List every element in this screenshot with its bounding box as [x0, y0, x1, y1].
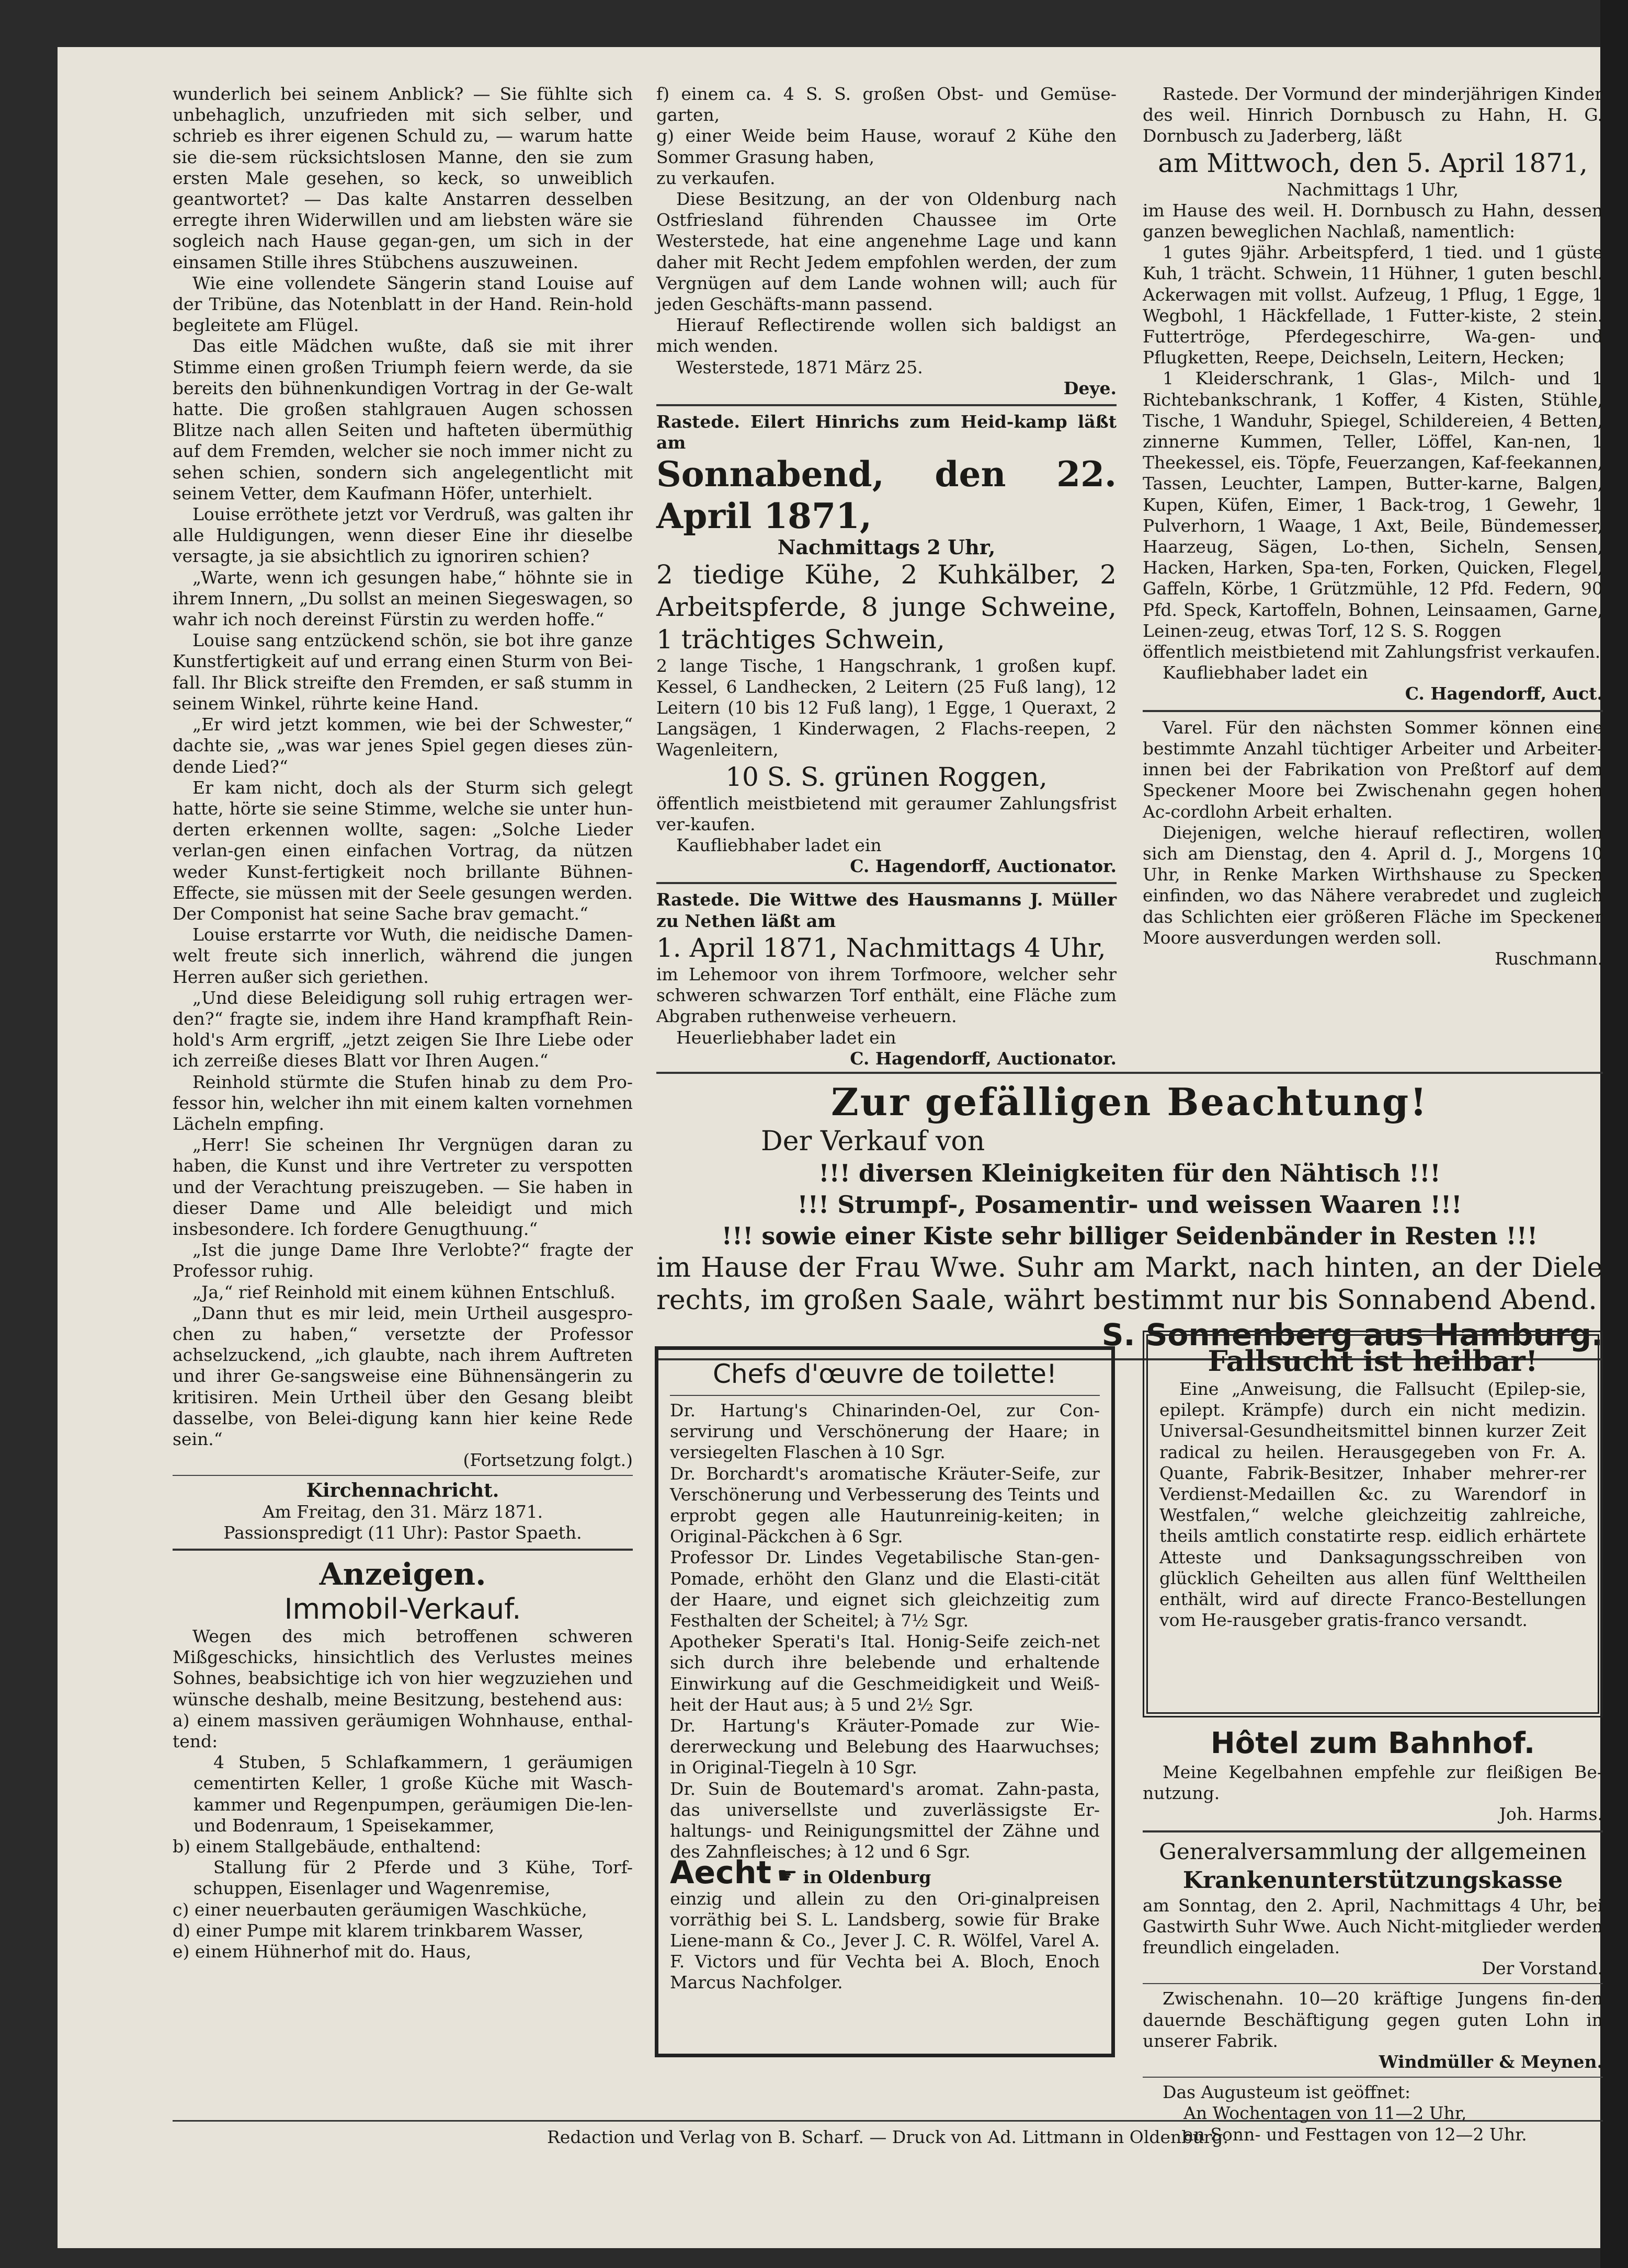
meeting-title: Krankenunterstützungskasse	[1182, 1866, 1563, 1894]
ad-signature: C. Hagendorff, Auctionator.	[850, 856, 1117, 877]
church-news-line: Passionspredigt (11 Uhr): Pastor Spaeth.	[223, 1522, 582, 1543]
divider	[656, 404, 1117, 406]
product-item: Apotheker Sperati's Ital. Honig-Seife zeich-net sich durch ihre belebende und erhaltende Einwirkung auf die Geschmeidigkeit und Weiß-heit der Haut aus; à 5 und 2½ Sgr.	[670, 1631, 1100, 1715]
story-paragraph: „Er wird jetzt kommen, wie bei der Schwester,“ dachte sie, „was war jenes Spiel gegen dieses zün-dende Lied?“	[173, 714, 633, 777]
product-item: Professor Dr. Lindes Vegetabilische Stan-gen-Pomade, erhöht den Glanz und die Elasti-cität der Haare, und eignet sich gleichzeitig zum Festhalten der Scheitel; à 7½ Sgr.	[670, 1547, 1100, 1631]
ad-list-item: a) einem massiven geräumigen Wohnhause, enthal-tend:	[173, 1710, 633, 1752]
ad-list-item: d) einer Pumpe mit klarem trinkbarem Wasser,	[173, 1920, 584, 1941]
vendor-place: in Oldenburg	[803, 1867, 931, 1888]
column-middle	[656, 84, 1117, 1069]
ad-signature: Der Vorstand.	[1482, 1958, 1603, 1979]
ad-text: Heuerliebhaber ladet ein	[676, 1027, 896, 1048]
auction-time: Nachmittags 1 Uhr,	[1287, 179, 1459, 200]
story-paragraph: „Dann thut es mir leid, mein Urtheil ausgespro-chen zu haben,“ versetzte der Professor achselzuckend, „ich glaubte, nach ihrem Auftreten und ihrer Ge-sangsweise eine Bühnensängerin zu kritisiren. Mein Urtheil über den Gesang bleibt dasselbe, von Belei-digung kann hier keine Rede sein.“	[173, 1302, 633, 1449]
imprint-text: Redaction und Verlag von B. Scharf. — Druck von Ad. Littmann in Oldenburg.	[547, 2127, 1229, 2147]
divider	[173, 1549, 633, 1551]
notice-line: an Sonn- und Festtagen von 12—2 Uhr.	[1183, 2124, 1527, 2145]
ad-paragraph: im Hause des weil. H. Dornbusch zu Hahn, dessen ganzen beweglichen Nachlaß, namentlich:	[1143, 200, 1603, 242]
notice-line: Das Augusteum ist geöffnet:	[1163, 2082, 1411, 2103]
ad-paragraph: Rastede. Die Wittwe des Hausmanns J. Müller zu Nethen läßt am	[656, 889, 1117, 931]
divider	[1143, 1830, 1603, 1832]
divider	[670, 1395, 1100, 1396]
vendor-list: einzig und allein zu den Ori-ginalpreisen vorräthig bei S. L. Landsberg, sowie für Brake Liene-mann & Co., Jever J. C. R. Wölfel, Varel A. F. Victors und für Vechta bei A. Bloch, Enoch Marcus Nachfolger.	[670, 1888, 1100, 1993]
ad-signature: Deye.	[1063, 377, 1117, 398]
wide-ad-bold-line: !!! Strumpf-, Posamentir- und weissen Waaren !!!	[797, 1190, 1462, 1219]
toilette-advertisement	[655, 1346, 1115, 2057]
story-paragraph: Louise erröthete jetzt vor Verdruß, was galten ihr alle Huldigungen, wenn dieser Eine ihr dieselbe versagte, ja sie absichtlich zu ignoriren schien?	[173, 504, 633, 567]
notice-line: An Wochentagen von 11—2 Uhr,	[1183, 2103, 1467, 2124]
ad-paragraph: Diejenigen, welche hierauf reflectiren, wollen sich am Dienstag, den 4. April d. J., Morgens 10 Uhr, in Renke Marken Wirthshause zu Specken einfinden, wo das Nähere verabredet und zugleich das Schlichten eier größeren Fläche im Speckener Moore ausverdungen werden soll.	[1143, 822, 1603, 948]
ad-paragraph: Rastede. Der Vormund der minderjährigen Kinder des weil. Hinrich Dornbusch zu Hahn, H. G. Dornbusch zu Jaderberg, läßt	[1143, 84, 1603, 146]
ad-signature: C. Hagendorff, Auctionator.	[850, 1048, 1117, 1069]
product-item: Dr. Hartung's Kräuter-Pomade zur Wie-dererweckung und Belebung des Haarwuchses; in Original-Tiegeln à 10 Sgr.	[670, 1715, 1100, 1778]
ad-title: Immobil-Verkauf.	[284, 1593, 521, 1626]
auction-items: 1 gutes 9jähr. Arbeitspferd, 1 tied. und 1 güste Kuh, 1 trächt. Schwein, 11 Hühner, 1 guten beschl. Ackerwagen mit vollst. Aufzeug, 1 Pflug, 1 Egge, 1 Wegbohl, 1 Häckfellade, 1 Futter-kiste, 2 stein. Futtertröge, Pferdegeschirre, Wa-gen- und Pflugketten, Reepe, Deichseln, Leitern, Hecken;	[1143, 242, 1603, 368]
story-paragraph: Reinhold stürmte die Stufen hinab zu dem Pro-fessor hin, welcher ihn mit einem kalten vornehmen Lächeln empfing.	[173, 1071, 633, 1134]
auction-items: 1 Kleiderschrank, 1 Glas-, Milch- und 1 Richtebankschrank, 1 Koffer, 4 Kisten, Stühle, Tische, 1 Wanduhr, Spiegel, Schildereien, 4 Betten, zinnerne Kummen, Teller, Löffel, Kan-nen, 1 Theekessel, eis. Töpfe, Feuerzangen, Kaf-feekannen, Tassen, Leuchter, Lampen, Butter-karne, Balgen, Kupen, Küfen, Eimer, 1 Back-trog, 1 Gewehr, 1 Pulverhorn, 1 Waage, 1 Axt, Beile, Bündemesser, Haarzeug, Sägen, Lo-then, Sicheln, Sensen, Hacken, Harken, Spa-ten, Forken, Quicken, Flegel, Gaffeln, Körbe, 1 Grützmühle, 12 Pfd. Federn, 90 Pfd. Speck, Kartoffeln, Bohnen, Leinsaamen, Garne, Leinen-zeug, etwas Torf, 12 S. S. Roggen	[1143, 368, 1603, 641]
ad-text: Kaufliebhaber ladet ein	[676, 835, 882, 856]
continuation-note: (Fortsetzung folgt.)	[463, 1450, 633, 1471]
ad-signature: Joh. Harms.	[1499, 1804, 1603, 1825]
ad-list-item: c) einer neuerbauten geräumigen Waschküche,	[173, 1899, 587, 1920]
column-right	[1143, 84, 1603, 969]
story-paragraph: Das eitle Mädchen wußte, daß sie mit ihrer Stimme einen großen Triumph feiern werde, da sie bereits den bühnenkundigen Vortrag in der Ge-walt hatte. Die großen stahlgrauen Augen schossen Blitze nach allen Seiten und hafteten übermüthig auf dem Fremden, welcher sie noch immer nicht zu sehen schien, sondern sich angelegentlicht mit seinem Vetter, dem Kaufmann Höfer, unterhielt.	[173, 336, 633, 503]
auction-items-small: 2 lange Tische, 1 Hangschrank, 1 großen kupf. Kessel, 6 Landhecken, 2 Leitern (25 Fuß lang), 12 Leitern (10 bis 12 Fuß lang), 1 Egge, 1 Queraxt, 2 Langsägen, 1 Kinderwagen, 2 Flachs-reepen, 2 Wagenleitern,	[656, 655, 1117, 760]
story-paragraph: „Ja,“ rief Reinhold mit einem kühnen Entschluß.	[192, 1281, 616, 1302]
divider	[173, 1475, 633, 1476]
auction-date: am Mittwoch, den 5. April 1871,	[1158, 147, 1588, 178]
ad-paragraph: Varel. Für den nächsten Sommer können eine bestimmte Anzahl tüchtiger Arbeiter und Arbeiter-innen bei der Fabrikation von Preßtorf auf dem Speckener Moore bei Zwischenahn gegen hohen Ac-cordlohn Arbeit erhalten.	[1143, 717, 1603, 822]
church-news-line: Am Freitag, den 31. März 1871.	[262, 1501, 543, 1522]
auction-date: 1. April 1871, Nachmittags 4 Uhr,	[656, 932, 1106, 963]
divider	[1143, 2077, 1603, 2078]
auction-items: 2 tiedige Kühe, 2 Kuhkälber, 2 Arbeitspferde, 8 junge Schweine, 1 trächtiges Schwein,	[656, 559, 1117, 655]
church-news-title: Kirchennachricht.	[306, 1480, 499, 1502]
wide-ad-bold-line: !!! sowie einer Kiste sehr billiger Seidenbänder in Resten !!!	[721, 1222, 1538, 1250]
ad-signature: C. Hagendorff, Auct.	[1405, 683, 1603, 704]
ad-text: zu verkaufen.	[656, 167, 776, 188]
ad-paragraph: am Sonntag, den 2. April, Nachmittags 4 Uhr, bei Gastwirth Suhr Wwe. Auch Nicht-mitglieder werden freundlich eingeladen.	[1143, 1895, 1603, 1958]
wide-ad-line: im Hause der Frau Wwe. Suhr am Markt, nach hinten, an der Diele rechts, im großen Saale, währt bestimmt nur bis Sonnabend Abend.	[656, 1252, 1603, 1316]
fallsucht-advertisement	[1143, 1331, 1603, 1717]
divider	[656, 882, 1117, 884]
pointing-hand-icon: ☛	[777, 1862, 798, 1889]
ads-heading: Anzeigen.	[319, 1556, 486, 1593]
ad-list-detail: Stallung für 2 Pferde und 3 Kühe, Torf-schuppen, Eisenlager und Wagenremise,	[193, 1857, 633, 1899]
product-item: Dr. Hartung's Chinarinden-Oel, zur Con-servirung und Verschönerung der Haare; in versiegelten Flaschen à 10 Sgr.	[670, 1400, 1100, 1463]
story-paragraph: Louise erstarrte vor Wuth, die neidische Damen-welt freute sich innerlich, während die jungen Herren außer sich geriethen.	[173, 924, 633, 987]
ad-date: Westerstede, 1871 März 25.	[676, 357, 923, 377]
ad-list-item: f) einem ca. 4 S. S. großen Obst- und Gemüse-garten,	[656, 84, 1117, 125]
ad-list-item: b) einem Stallgebäude, enthaltend:	[173, 1836, 481, 1857]
wide-ad-bold-line: !!! diversen Kleinigkeiten für den Nähtisch !!!	[818, 1159, 1441, 1187]
ad-list-item: g) einer Weide beim Hause, worauf 2 Kühe den Sommer Grasung haben,	[656, 125, 1117, 167]
wide-ad-line: Der Verkauf von	[761, 1126, 985, 1157]
story-paragraph: Er kam nicht, doch als der Sturm sich gelegt hatte, hörte sie seine Stimme, welche sie unter hun-derten erkennen wollte, sagen: „Solche Lieder verlan-gen einen einfachen Vortrag, da nützen weder Kunst-fertigkeit noch brillante Bühnen-Effecte, sie müssen mit der Seele gesungen werden. Der Componist hat seine Sache brav gemacht.“	[173, 777, 633, 924]
ad-paragraph: Hierauf Reflectirende wollen sich baldigst an mich wenden.	[656, 315, 1117, 357]
fallsucht-text: Eine „Anweisung, die Fallsucht (Epilep-sie, epilept. Krämpfe) durch ein nicht medizin. Universal-Gesundheitsmittel binnen kurzer Zeit radical zu heilen. Herausgegeben von Fr. A. Quante, Fabrik-Besitzer, Inhaber mehrer-rer Verdienst-Medaillen &c. zu Warendorf in Westfalen,“ welche gleichzeitig zahlreiche, theils amtlich constatirte resp. eidlich erhärtete Atteste und Danksagungsschreiben von glücklich Geheilten aus allen fünf Welttheilen enthält, wird auf directe Franco-Bestellungen vom He-rausgeber gratis-franco versandt.	[1159, 1379, 1586, 1631]
wide-ad-title: Zur gefälligen Beachtung!	[831, 1080, 1428, 1124]
auction-item: 10 S. S. grünen Roggen,	[725, 761, 1048, 792]
story-paragraph: wunderlich bei seinem Anblick? — Sie fühlte sich unbehaglich, unzufrieden mit sich selber, und schrieb es ihrer eigenen Schuld zu, — warum hatte sie die-sem rücksichtslosen Manne, den sie zum ersten Male gesehen, so keck, so unweiblich geantwortet? — Das kalte Anstarren desselben erregte ihren Widerwillen und am liebsten wäre sie sogleich nach Hause gegan-gen, um sich in der einsamen Stille ihres Stübchens auszuweinen.	[173, 84, 633, 272]
ad-signature: Ruschmann.	[1495, 948, 1603, 969]
ad-signature: Windmüller & Meynen.	[1379, 2052, 1603, 2072]
auction-date: Sonnabend, den 22. April 1871,	[656, 454, 1117, 537]
story-paragraph: Louise sang entzückend schön, sie bot ihre ganze Kunstfertigkeit auf und errang einen Sturm von Bei-fall. Ihr Blick streifte den Fremden, er saß stumm in seinem Winkel, rührte keine Hand.	[173, 630, 633, 714]
meeting-title: Generalversammlung der allgemeinen	[1159, 1838, 1587, 1864]
auction-time: Nachmittags 2 Uhr,	[777, 535, 996, 559]
story-paragraph: „Und diese Beleidigung soll ruhig ertragen wer-den?“ fragte sie, indem ihre Hand krampfhaft Rein-hold's Arm ergriff, „jetzt zeigen Sie Ihre Liebe oder ich zerreiße dieses Blatt vor Ihren Augen.“	[173, 987, 633, 1071]
aecht-label: Aecht	[670, 1854, 772, 1892]
ad-paragraph: Zwischenahn. 10—20 kräftige Jungens fin-den dauernde Beschäftigung gegen guten Lohn in unserer Fabrik.	[1143, 1988, 1603, 2051]
ad-list-detail: 4 Stuben, 5 Schlafkammern, 1 geräumigen cementirten Keller, 1 große Küche mit Wasch-kammer und Regenpumpen, geräumigen Die-len- und Bodenraum, 1 Speisekammer,	[193, 1752, 633, 1836]
ad-paragraph: im Lehemoor von ihrem Torfmoore, welcher sehr schweren schwarzen Torf enthält, eine Fläche zum Abgraben ruthenweise verheuern.	[656, 964, 1117, 1027]
story-paragraph: Wie eine vollendete Sängerin stand Louise auf der Tribüne, das Notenblatt in der Hand. Rein-hold begleitete am Flügel.	[173, 272, 633, 336]
story-paragraph: „Herr! Sie scheinen Ihr Vergnügen daran zu haben, die Kunst und ihre Vertreter zu verspotten und der Verachtung preiszugeben. — Sie haben in dieser Dame und Alle beleidigt und mich insbesondere. Ich fordere Genugthuung.“	[173, 1135, 633, 1239]
imprint-footer	[173, 2120, 1603, 2148]
scan-edge	[1600, 0, 1628, 2268]
story-paragraph: „Ist die junge Dame Ihre Verlobte?“ fragte der Professor ruhig.	[173, 1240, 633, 1281]
ad-paragraph: öffentlich meistbietend mit geraumer Zahlungsfrist ver-kaufen.	[656, 793, 1117, 834]
ad-paragraph: Diese Besitzung, an der von Oldenburg nach Ostfriesland führenden Chaussee im Orte Westerstede, hat eine angenehme Lage und kann daher mit Recht Jedem empfohlen werden, der zum Vergnügen auf dem Lande wohnen will; auch für jeden Geschäfts-mann passend.	[656, 189, 1117, 315]
divider	[1143, 710, 1603, 712]
divider	[1143, 1983, 1603, 1984]
divider	[656, 1072, 1603, 1074]
wide-ad-signature: S. Sonnenberg aus Hamburg.	[1101, 1317, 1603, 1353]
column-left	[173, 84, 633, 1962]
ad-paragraph: Wegen des mich betroffenen schweren Mißgeschicks, hinsichtlich des Verlustes meines Sohnes, beabsichtige ich von hier wegzuziehen und wünsche deshalb, meine Besitzung, bestehend aus:	[173, 1626, 633, 1710]
story-paragraph: „Warte, wenn ich gesungen habe,“ höhnte sie in ihrem Innern, „Du sollst an meinen Siegeswagen, so wahr ich noch dereinst Fürstin zu werden hoffe.“	[173, 567, 633, 630]
column-right-lower	[1143, 1725, 1603, 2145]
ad-paragraph: Rastede. Eilert Hinrichs zum Heid-kamp läßt am	[656, 411, 1117, 453]
ad-paragraph: Meine Kegelbahnen empfehle zur fleißigen Be-nutzung.	[1143, 1762, 1603, 1804]
toilette-title: Chefs d'œuvre de toilette!	[712, 1359, 1057, 1389]
product-item: Dr. Borchardt's aromatische Kräuter-Seife, zur Verschönerung und Verbesserung des Teints und erprobt gegen alle Hautunreinig-keiten; in Original-Päckchen à 6 Sgr.	[670, 1463, 1100, 1547]
ad-text: Kaufliebhaber ladet ein	[1163, 662, 1368, 683]
wide-advertisement	[656, 1067, 1603, 1366]
product-item: Dr. Suin de Boutemard's aromat. Zahn-pasta, das universellste und zuverlässigste Er-haltungs- und Reinigungsmittel der Zähne und des Zahnfleisches; à 12 und 6 Sgr.	[670, 1778, 1100, 1862]
ad-paragraph: öffentlich meistbietend mit Zahlungsfrist verkaufen.	[1143, 642, 1601, 662]
ad-list-item: e) einem Hühnerhof mit do. Haus,	[173, 1941, 472, 1962]
hotel-title: Hôtel zum Bahnhof.	[1210, 1726, 1535, 1760]
fallsucht-title: Fallsucht ist heilbar!	[1208, 1344, 1538, 1378]
